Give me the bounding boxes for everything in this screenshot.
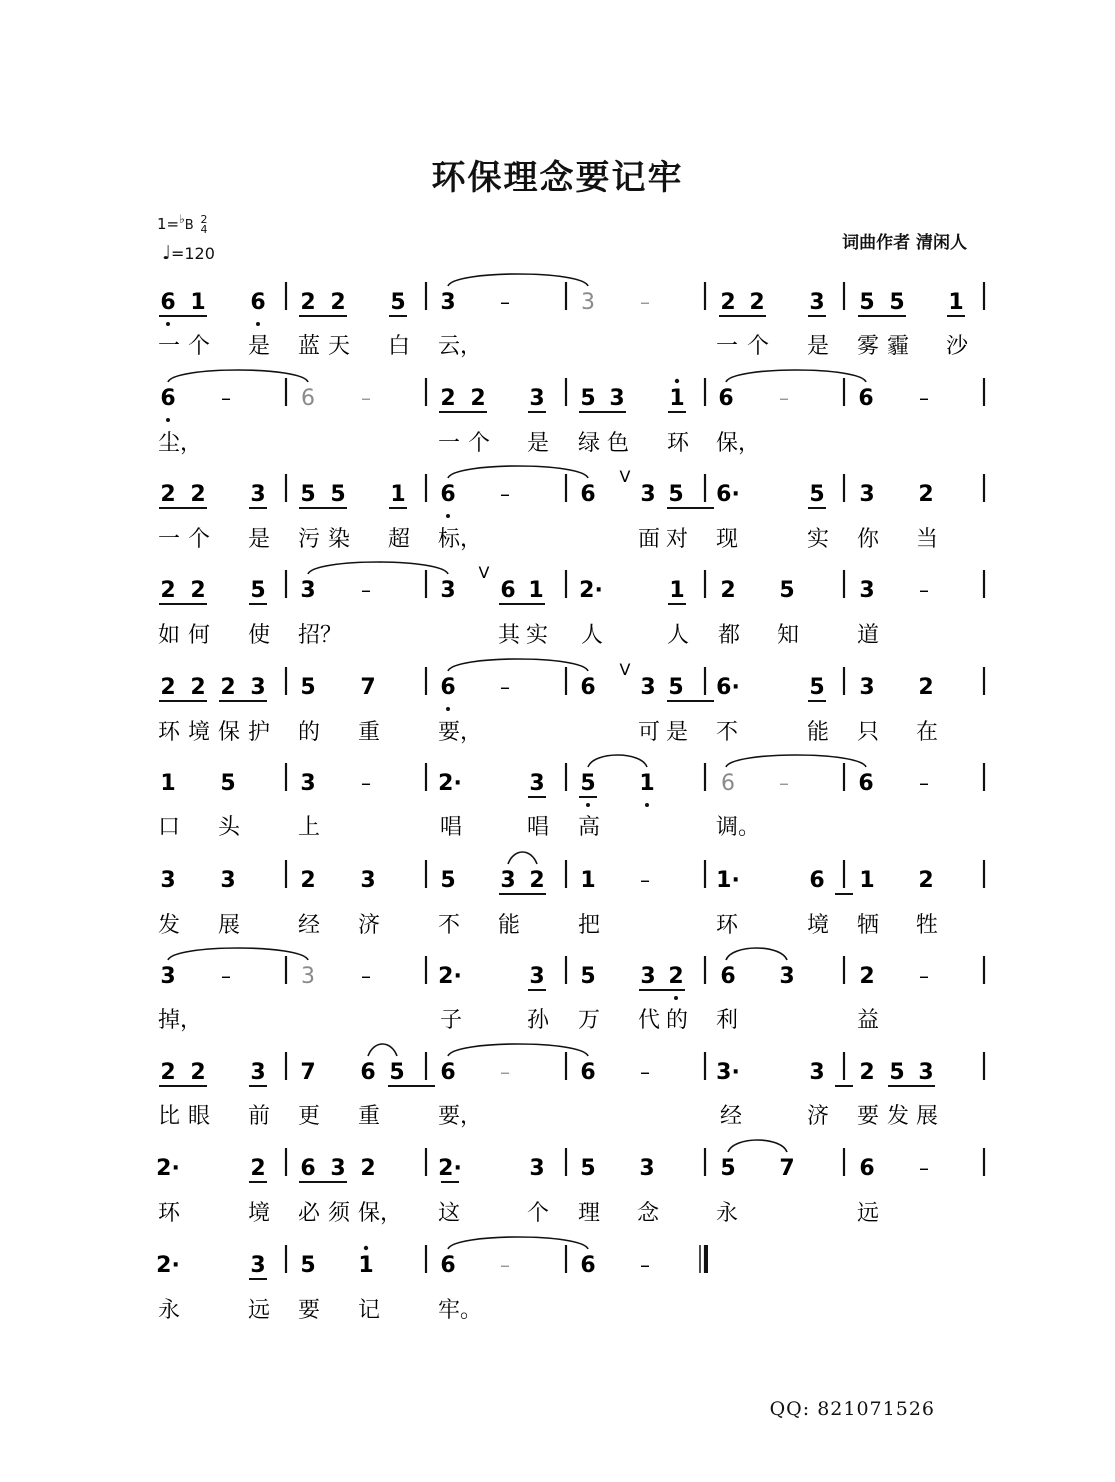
lyric: 可 [638,720,661,745]
lyric: 益 [857,1008,880,1033]
note: 6· [716,675,740,700]
note: 3 [250,1060,266,1085]
note: 2· [156,1156,180,1181]
note: 5 [390,290,406,315]
lyric: 发 [158,913,181,938]
extension-dash: – [361,386,371,410]
note: 5 [250,578,266,603]
lyric: 是 [527,431,550,456]
extension-dash: – [361,771,371,795]
note: 2· [438,771,462,796]
note: 2 [668,964,684,989]
note: 3 [529,771,545,796]
note: 5 [580,1156,596,1181]
lyric: 必 [298,1201,321,1226]
note: 5 [300,1253,316,1278]
lyrics-layer [158,334,969,1323]
lyric: 绿 [578,431,601,456]
breath-mark: V [478,563,490,582]
note: 2 [440,386,456,411]
extension-dash: – [779,771,789,795]
lyric: 人 [581,623,604,648]
breath-mark: V [619,660,631,679]
note: 6 [720,964,736,989]
note: 6 [580,675,596,700]
lyric: 知 [777,623,800,648]
note: 5 [779,578,795,603]
note: 3 [500,868,516,893]
note: 3 [220,868,236,893]
lyric: 是 [807,334,830,359]
note: 2 [749,290,765,315]
lyric: 济 [358,913,381,938]
note: 3 [529,1156,545,1181]
lyric: 环 [158,720,181,745]
lyric: 永 [158,1298,181,1323]
lyric: 这 [438,1201,461,1226]
lyric: 保， [358,1201,403,1226]
lyric: 是 [248,334,271,359]
lyric: 前 [248,1104,271,1129]
lyric: 调。 [716,815,761,840]
lyric: 要 [298,1298,321,1323]
tie [368,1044,397,1056]
note: 6 [858,386,874,411]
lyric: 尘， [158,431,203,456]
note: 5 [889,1060,905,1085]
note: 6 [500,578,516,603]
lyric: 现 [716,527,739,552]
lyric: 个 [527,1201,550,1226]
lyric: 实 [807,527,830,552]
lyric: 一 [438,431,461,456]
lyric: 色 [607,431,630,456]
extension-dash: – [640,868,650,892]
contact-info: QQ: 821071526 [769,1398,935,1420]
note: 5 [809,482,825,507]
lyric: 能 [498,913,521,938]
note: 2 [190,1060,206,1085]
note: 3 [250,1253,266,1278]
note: 6 [360,1060,376,1085]
low-octave-dot [674,996,678,1000]
note: 3 [639,1156,655,1181]
lyric: 经 [298,913,321,938]
lyric: 云， [438,334,483,359]
lyric: 保， [716,431,761,456]
note: 6 [721,771,735,796]
lyric: 护 [248,720,271,745]
note: 1 [639,771,655,796]
lyric: 一 [158,527,181,552]
lyric: 标， [438,527,483,552]
note: 7 [300,1060,316,1085]
note: 3 [640,964,656,989]
low-octave-dot [446,707,450,711]
lyric: 孙 [527,1008,550,1033]
note: 2 [470,386,486,411]
lyric: 万 [578,1008,601,1033]
note: 2 [160,578,176,603]
note: 5 [809,675,825,700]
breath-mark: V [619,467,631,486]
flat-icon: ♭ [179,212,185,226]
note: 1 [160,771,176,796]
note: 3 [640,482,656,507]
lyric: 个 [188,527,211,552]
lyric: 要， [438,1104,483,1129]
lyric: 的 [666,1008,689,1033]
note: 2 [918,868,934,893]
author-credit: 词曲作者 清闲人 [842,233,967,253]
note: 6 [440,1060,456,1085]
lyric: 是 [666,720,689,745]
note: 2 [190,675,206,700]
low-octave-dot [586,803,590,807]
lyric: 对 [666,527,689,552]
note: 5 [859,290,875,315]
note: 6 [301,386,315,411]
note: 3 [640,675,656,700]
lyric: 你 [857,527,880,552]
lyric: 面 [638,527,661,552]
lyric: 能 [807,720,830,745]
lyric: 境 [248,1201,271,1226]
lyric: 境 [807,913,830,938]
note: 2 [859,964,875,989]
low-octave-dot [645,803,649,807]
note: 6 [859,1156,875,1181]
lyric: 比 [158,1104,181,1129]
lyric: 其 [498,623,521,648]
note: 1 [669,386,685,411]
lyric: 经 [720,1104,743,1129]
note: 2 [300,290,316,315]
note: 7 [360,675,376,700]
note: 3 [250,675,266,700]
lyric: 污 [298,527,321,552]
lyric: 发 [887,1104,910,1129]
lyric: 何 [188,623,211,648]
key-prefix: 1= [157,215,180,233]
note: 3 [160,964,176,989]
note: 2 [859,1060,875,1085]
lyric: 牲 [916,913,939,938]
note: 2 [190,482,206,507]
note: 3 [440,578,456,603]
lyric: 头 [218,815,241,840]
extension-dash: – [779,386,789,410]
note: 6 [580,1060,596,1085]
note: 3 [918,1060,934,1085]
note: 3 [250,482,266,507]
lyric: 眼 [188,1104,211,1129]
note: 3 [300,771,316,796]
extension-dash: – [500,675,510,699]
lyric: 沙 [946,334,969,359]
lyric: 牺 [857,913,880,938]
note: 2 [160,1060,176,1085]
lyric: 要， [438,720,483,745]
extension-dash: – [919,578,929,602]
note: 2· [438,1156,462,1181]
note: 2 [190,578,206,603]
lyric: 道 [857,623,880,648]
lyric: 的 [298,720,321,745]
note: 2· [156,1253,180,1278]
note: 2 [160,482,176,507]
note: 3 [330,1156,346,1181]
lyric: 高 [578,815,601,840]
lyric: 永 [716,1201,739,1226]
lyric: 代 [638,1008,661,1033]
note: 6 [440,482,456,507]
lyric: 远 [857,1201,880,1226]
note: 6 [160,386,176,411]
note: 7 [779,1156,795,1181]
note: 2 [720,578,736,603]
lyric: 口 [158,815,181,840]
note: 6 [160,290,176,315]
lyric: 远 [248,1298,271,1323]
tempo-value: =120 [170,244,215,263]
note: 6· [716,482,740,507]
note: 3 [529,386,545,411]
lyric: 子 [440,1008,463,1033]
extension-dash: – [500,482,510,506]
note: 5 [440,868,456,893]
note: 1 [358,1253,374,1278]
note: 2 [529,868,545,893]
note: 6 [300,1156,316,1181]
lyric: 使 [248,623,271,648]
lyric: 重 [358,720,381,745]
song-title: 环保理念要记牢 [431,158,684,198]
lyric: 把 [578,913,601,938]
note: 1 [859,868,875,893]
lyric: 个 [747,334,770,359]
note: 3 [160,868,176,893]
lyric: 念 [637,1201,660,1226]
time-bottom: 4 [200,222,208,236]
time-top: 2 [200,212,208,226]
extension-dash: – [221,964,231,988]
lyric: 雾 [857,334,880,359]
lyric: 一 [158,334,181,359]
lyric: 利 [716,1008,739,1033]
lyric: 实 [526,623,549,648]
extension-dash: – [640,1253,650,1277]
note: 1· [716,868,740,893]
lyric: 不 [716,720,739,745]
note: 1 [528,578,544,603]
note: 6 [250,290,266,315]
note: 5 [720,1156,736,1181]
note: 2 [250,1156,266,1181]
note: 2 [360,1156,376,1181]
lyric: 个 [468,431,491,456]
lyric: 环 [716,913,739,938]
lyric: 蓝 [298,334,321,359]
lyric: 如 [158,623,181,648]
note: 5 [220,771,236,796]
lyric: 记 [358,1298,381,1323]
lyric: 牢。 [438,1298,483,1323]
note: 3 [301,964,315,989]
note: 2· [579,578,603,603]
tie [726,948,787,960]
extension-dash: – [919,386,929,410]
lyric: 一 [716,334,739,359]
key-letter: B [184,218,194,233]
lyric: 环 [158,1201,181,1226]
tie [508,852,537,864]
low-octave-dot [166,322,170,326]
lyric: 理 [578,1201,601,1226]
lyric: 是 [248,527,271,552]
note: 3 [360,868,376,893]
note: 2 [720,290,736,315]
note: 3 [529,964,545,989]
lyric: 人 [667,623,690,648]
note: 2 [918,482,934,507]
lyric: 上 [298,815,321,840]
lyric: 重 [358,1104,381,1129]
note: 6 [440,675,456,700]
lyric: 当 [916,527,939,552]
note: 6 [809,868,825,893]
extension-dash: – [640,290,650,314]
note: 2· [438,964,462,989]
lyric: 要 [857,1104,880,1129]
note: 1 [580,868,596,893]
note: 2 [918,675,934,700]
extension-dash: – [500,1060,510,1084]
note: 3 [440,290,456,315]
low-octave-dot [256,322,260,326]
note: 2 [220,675,236,700]
lyric: 掉， [158,1008,203,1033]
lyric: 只 [857,720,880,745]
lyric: 个 [188,334,211,359]
lyric: 不 [438,913,461,938]
note: 5 [668,482,684,507]
lyric: 环 [667,431,690,456]
note: 3 [779,964,795,989]
low-octave-dot [446,514,450,518]
extension-dash: – [361,578,371,602]
lyric: 须 [328,1201,351,1226]
lyric: 霾 [887,334,910,359]
lyric: 保 [218,720,241,745]
note: 2 [330,290,346,315]
lyric: 超 [388,527,411,552]
note: 5 [300,675,316,700]
note: 3 [809,290,825,315]
note: 5 [668,675,684,700]
note: 6 [580,482,596,507]
extension-dash: – [361,964,371,988]
note: 3 [859,578,875,603]
note: 6 [440,1253,456,1278]
lyric: 白 [388,334,411,359]
note: 2 [300,868,316,893]
note: 3· [716,1060,740,1085]
note: 3 [609,386,625,411]
note: 6 [718,386,734,411]
lyric: 唱 [440,815,463,840]
note: 5 [330,482,346,507]
extension-dash: – [500,1253,510,1277]
lyric: 在 [916,720,939,745]
lyric: 展 [916,1104,939,1129]
note: 3 [300,578,316,603]
note: 6 [858,771,874,796]
note: 2 [160,675,176,700]
lyric: 染 [328,527,351,552]
note: 1 [669,578,685,603]
note: 1 [190,290,206,315]
extension-dash: – [221,386,231,410]
lyric: 济 [807,1104,830,1129]
extension-dash: – [640,1060,650,1084]
lyric: 展 [218,913,241,938]
note: 3 [581,290,595,315]
lyric: 更 [298,1104,321,1129]
low-octave-dot [166,418,170,422]
note: 3 [859,675,875,700]
lyric: 都 [718,623,741,648]
quarter-note-icon: ♩ [162,242,171,264]
extension-dash: – [500,290,510,314]
note: 5 [889,290,905,315]
note: 5 [389,1060,405,1085]
note: 6 [580,1253,596,1278]
note: 5 [580,771,596,796]
note: 5 [300,482,316,507]
note: 5 [580,386,596,411]
note: 1 [390,482,406,507]
high-octave-dot [675,379,679,383]
note: 1 [948,290,964,315]
lyric: 天 [328,334,351,359]
extension-dash: – [919,964,929,988]
lyric: 境 [188,720,211,745]
note: 3 [809,1060,825,1085]
lyric: 唱 [527,815,550,840]
note: 5 [580,964,596,989]
tie [588,755,647,767]
extension-dash: – [919,771,929,795]
high-octave-dot [364,1246,368,1250]
lyric: 招？ [298,623,343,648]
extension-dash: – [919,1156,929,1180]
note: 3 [859,482,875,507]
tie [728,1140,787,1152]
